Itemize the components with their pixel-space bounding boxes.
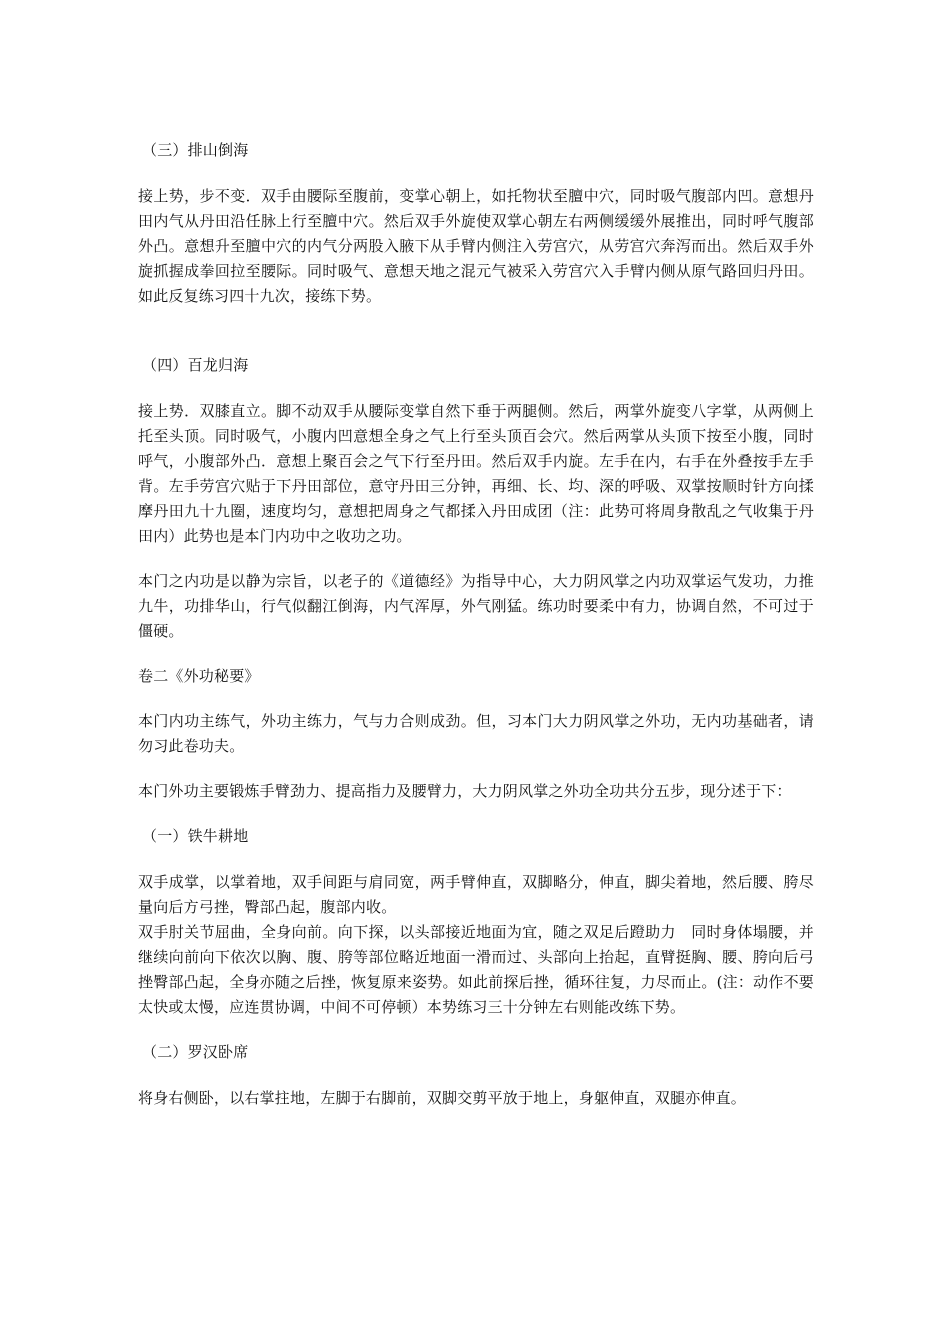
section-heading-tie-niu-geng-di: （一）铁牛耕地 (142, 827, 249, 845)
section-heading-bai-long-gui-hai: （四）百龙归海 (142, 356, 249, 374)
document-body (138, 138, 814, 1111)
volume-intro-paragraph-2: 本门外功主要锻炼手臂劲力、提高指力及腰臂力，大力阴风掌之外功全功共分五步，现分述于下： (138, 782, 792, 800)
section-paragraph-luo-han-wo-xi: 将身右侧卧，以右掌拄地，左脚于右脚前，双脚交剪平放于地上，身躯伸直，双腿亦伸直。 (138, 1089, 747, 1107)
section-heading-luo-han-wo-xi: （二）罗汉卧席 (142, 1043, 249, 1061)
section-paragraph-tie-niu-geng-di-1: 双手成掌，以掌着地，双手间距与肩同宽，两手臂伸直，双脚略分，伸直，脚尖着地，然后腰、胯尽量向后方弓挫，臀部凸起，腹部内收。 (138, 873, 814, 916)
section-paragraph-bai-long-gui-hai: 接上势．双膝直立。脚不动双手从腰际变掌自然下垂于两腿侧。然后，两掌外旋变八字掌，从两侧上托至头顶。同时吸气，小腹内凹意想全身之气上行至头顶百会穴。然后两掌从头顶下按至小腹，同时呼气，小腹部外凸．意想上聚百会之气下行至丹田。然后双手内旋。左手在内，右手在外叠按手左手背。左手劳宫穴贴于下丹田部位，意守丹田三分钟，再细、长、均、深的呼吸、双掌按顺时针方向揉摩丹田九十九圈，速度均匀，意想把周身之气都揉入丹田成团（注：此势可将周身散乱之气收集于丹田内）此势也是本门内功中之收功之功。 (138, 402, 814, 545)
summary-paragraph: 本门之内功是以静为宗旨，以老子的《道德经》为指导中心，大力阴风掌之内功双掌运气发功，力推九牛，功排华山，行气似翻江倒海，内气浑厚，外气刚猛。练功时要柔中有力，协调自然，不可过于僵硬。 (138, 572, 814, 640)
section-paragraph-tie-niu-geng-di-2: 双手肘关节屈曲，全身向前。向下探，以头部接近地面为宜，随之双足后蹬助力 同时身体塌腰，并继续向前向下依次以胸、腹、胯等部位略近地面一滑而过、头部向上抬起，直臂挺胸、腰、胯向后弓挫臀部凸起，全身亦随之后挫，恢复原来姿势。如此前探后挫，循环往复，力尽而止。(注：动作不要太快或太慢，应连贯协调，中间不可停顿）本势练习三十分钟左右则能改练下势。 (138, 923, 814, 1016)
volume-intro-paragraph-1: 本门内功主练气，外功主练力，气与力合则成劲。但，习本门大力阴风掌之外功，无内功基础者，请勿习此卷功夫。 (138, 712, 814, 755)
volume-heading: 卷二《外功秘要》 (138, 667, 260, 685)
section-heading-pai-shan-dao-hai: （三）排山倒海 (142, 141, 249, 159)
section-paragraph-pai-shan-dao-hai: 接上势，步不变．双手由腰际至腹前，变掌心朝上，如托物状至膻中穴，同时吸气腹部内凹。意想丹田内气从丹田沿任脉上行至膻中穴。然后双手外旋使双掌心朝左右两侧缓缓外展推出，同时呼气腹部外凸。意想升至膻中穴的内气分两股入腋下从手臂内侧注入劳宫穴，从劳宫穴奔泻而出。然后双手外旋抓握成拳回拉至腰际。同时吸气、意想天地之混元气被采入劳宫穴入手臂内侧从原气路回归丹田。如此反复练习四十九次，接练下势。 (138, 187, 814, 305)
